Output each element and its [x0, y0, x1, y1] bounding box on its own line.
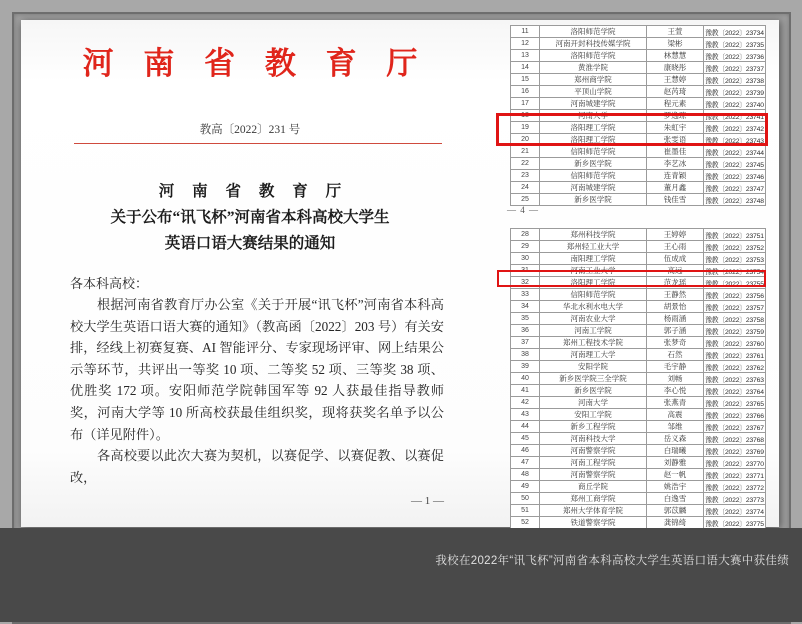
table-row: 36 河南工学院 郭子涵 豫教〔2022〕23759: [511, 325, 766, 337]
caption-text: 我校在2022年“讯飞杯”河南省本科高校大学生英语口语大赛中获佳绩: [435, 555, 789, 567]
table-row: 29 郑州轻工业大学 王心雨 豫教〔2022〕23752: [511, 241, 766, 253]
attachment-page-marker: — 4 —: [507, 205, 539, 215]
table-row: 11 洛阳师范学院 王萱 豫教〔2022〕23734: [511, 26, 766, 38]
table-row: 49 商丘学院 姚浩宇 豫教〔2022〕23772: [511, 481, 766, 493]
table-row: 23 信阳师范学院 连青颖 豫教〔2022〕23746: [511, 170, 766, 182]
table-row: 24 河南城建学院 董月鑫 豫教〔2022〕23747: [511, 182, 766, 194]
agency-letterhead: 河 南 省 教 育 厅: [82, 46, 429, 81]
notice-body: [70, 294, 444, 488]
table-row: 14 黄淮学院 康晓彤 豫教〔2022〕23737: [511, 62, 766, 74]
table-row: 17 河南城建学院 程元素 豫教〔2022〕23740: [511, 98, 766, 110]
table-row: 34 华北水利水电大学 胡景怡 豫教〔2022〕23757: [511, 301, 766, 313]
table-row: 38 河南理工大学 石然 豫教〔2022〕23761: [511, 349, 766, 361]
notice-title-line2: 关于公布“讯飞杯”河南省本科高校大学生: [110, 209, 390, 226]
table-row: 20 洛阳理工学院 张雯语 豫教〔2022〕23743: [511, 134, 766, 146]
table-row: 35 河南农业大学 杨雨涵 豫教〔2022〕23758: [511, 313, 766, 325]
notice-title: [56, 179, 444, 257]
notice-title-line1: 河 南 省 教 育 厅: [158, 183, 349, 200]
notice-title-line3: 英语口语大赛结果的通知: [164, 235, 336, 252]
caption-bar: [0, 528, 802, 622]
table-row: 51 郑州大学体育学院 郭苡麟 豫教〔2022〕23774: [511, 505, 766, 517]
page-number: — 1 —: [411, 495, 444, 507]
document-number: 教高〔2022〕231 号: [199, 124, 301, 136]
table-row: 40 新乡医学院三全学院 刘畅 豫教〔2022〕23763: [511, 373, 766, 385]
table-row: 32 洛阳理工学院 范龙瑶 豫教〔2022〕23755: [511, 277, 766, 289]
table-row: 19 洛阳理工学院 朱虹宇 豫教〔2022〕23742: [511, 122, 766, 134]
table-row: 13 洛阳师范学院 林慧慧 豫教〔2022〕23736: [511, 50, 766, 62]
table-row: 44 新乡工程学院 邹维 豫教〔2022〕23767: [511, 421, 766, 433]
table-row: 47 河南工程学院 刘静雅 豫教〔2022〕23770: [511, 457, 766, 469]
table-row: 31 河南工业大学 高远 豫教〔2022〕23754: [511, 265, 766, 277]
salutation: 各本科高校：: [70, 276, 149, 291]
table-row: 16 平顶山学院 赵芮琦 豫教〔2022〕23739: [511, 86, 766, 98]
table-row: 12 河南开封科技传媒学院 梁彬 豫教〔2022〕23735: [511, 38, 766, 50]
table-row: 45 河南科技大学 岳义森 豫教〔2022〕23768: [511, 433, 766, 445]
table-row: 18 河南大学 罗逸琼 豫教〔2022〕23741: [511, 110, 766, 122]
highlight-box-rows-19-20: [496, 113, 768, 146]
table-row: 28 郑州科技学院 王婷婷 豫教〔2022〕23751: [511, 229, 766, 241]
body-paragraph-1: 根据河南省教育厅办公室《关于开展“讯飞杯”河南省本科高校大学生英语口语大赛的通知》（教高函〔2022〕203 号）有关安排，经线上初赛复赛、AI 智能评分、专家现场评审、网上结果公示等环节，共评出一等奖 10 项、二等奖 52 项、三等奖 38 项、优胜奖 172 项。安阳师范学院韩国军等 92 人获最佳指导教师奖，河南大学等 10 所高校获最佳组织奖，现将获奖名单予以公布（详见附件）。: [70, 297, 444, 442]
table-row: 48 河南警察学院 赵一帆 豫教〔2022〕23771: [511, 469, 766, 481]
table-row: 46 河南警察学院 白瑞曦 豫教〔2022〕23769: [511, 445, 766, 457]
body-paragraph-2: 各高校要以此次大赛为契机，以赛促学、以赛促教、以赛促改，: [70, 448, 444, 485]
table-row: 25 新乡医学院 钱佳雪 豫教〔2022〕23748: [511, 194, 766, 206]
table-row: 43 安阳工学院 高震 豫教〔2022〕23766: [511, 409, 766, 421]
table-row: 52 铁道警察学院 龚锦绮 豫教〔2022〕23775: [511, 517, 766, 529]
table-row: 41 新乡医学院 李心悦 豫教〔2022〕23764: [511, 385, 766, 397]
table-row: 21 信阳师范学院 崔墨佳 豫教〔2022〕23744: [511, 146, 766, 158]
table-row: 33 信阳师范学院 王静然 豫教〔2022〕23756: [511, 289, 766, 301]
table-row: 39 安阳学院 毛宇静 豫教〔2022〕23762: [511, 361, 766, 373]
table-row: 42 河南大学 张燕青 豫教〔2022〕23765: [511, 397, 766, 409]
table-row: 30 南阳理工学院 伍成成 豫教〔2022〕23753: [511, 253, 766, 265]
table-row: 37 郑州工程技术学院 张梦奇 豫教〔2022〕23760: [511, 337, 766, 349]
table-row: 15 郑州商学院 王慧婷 豫教〔2022〕23738: [511, 74, 766, 86]
highlight-box-row-32: [497, 270, 766, 287]
letterhead-separator-line: [74, 143, 442, 144]
table-row: 50 郑州工商学院 白逸雪 豫教〔2022〕23773: [511, 493, 766, 505]
table-row: 22 新乡医学院 李艺冰 豫教〔2022〕23745: [511, 158, 766, 170]
